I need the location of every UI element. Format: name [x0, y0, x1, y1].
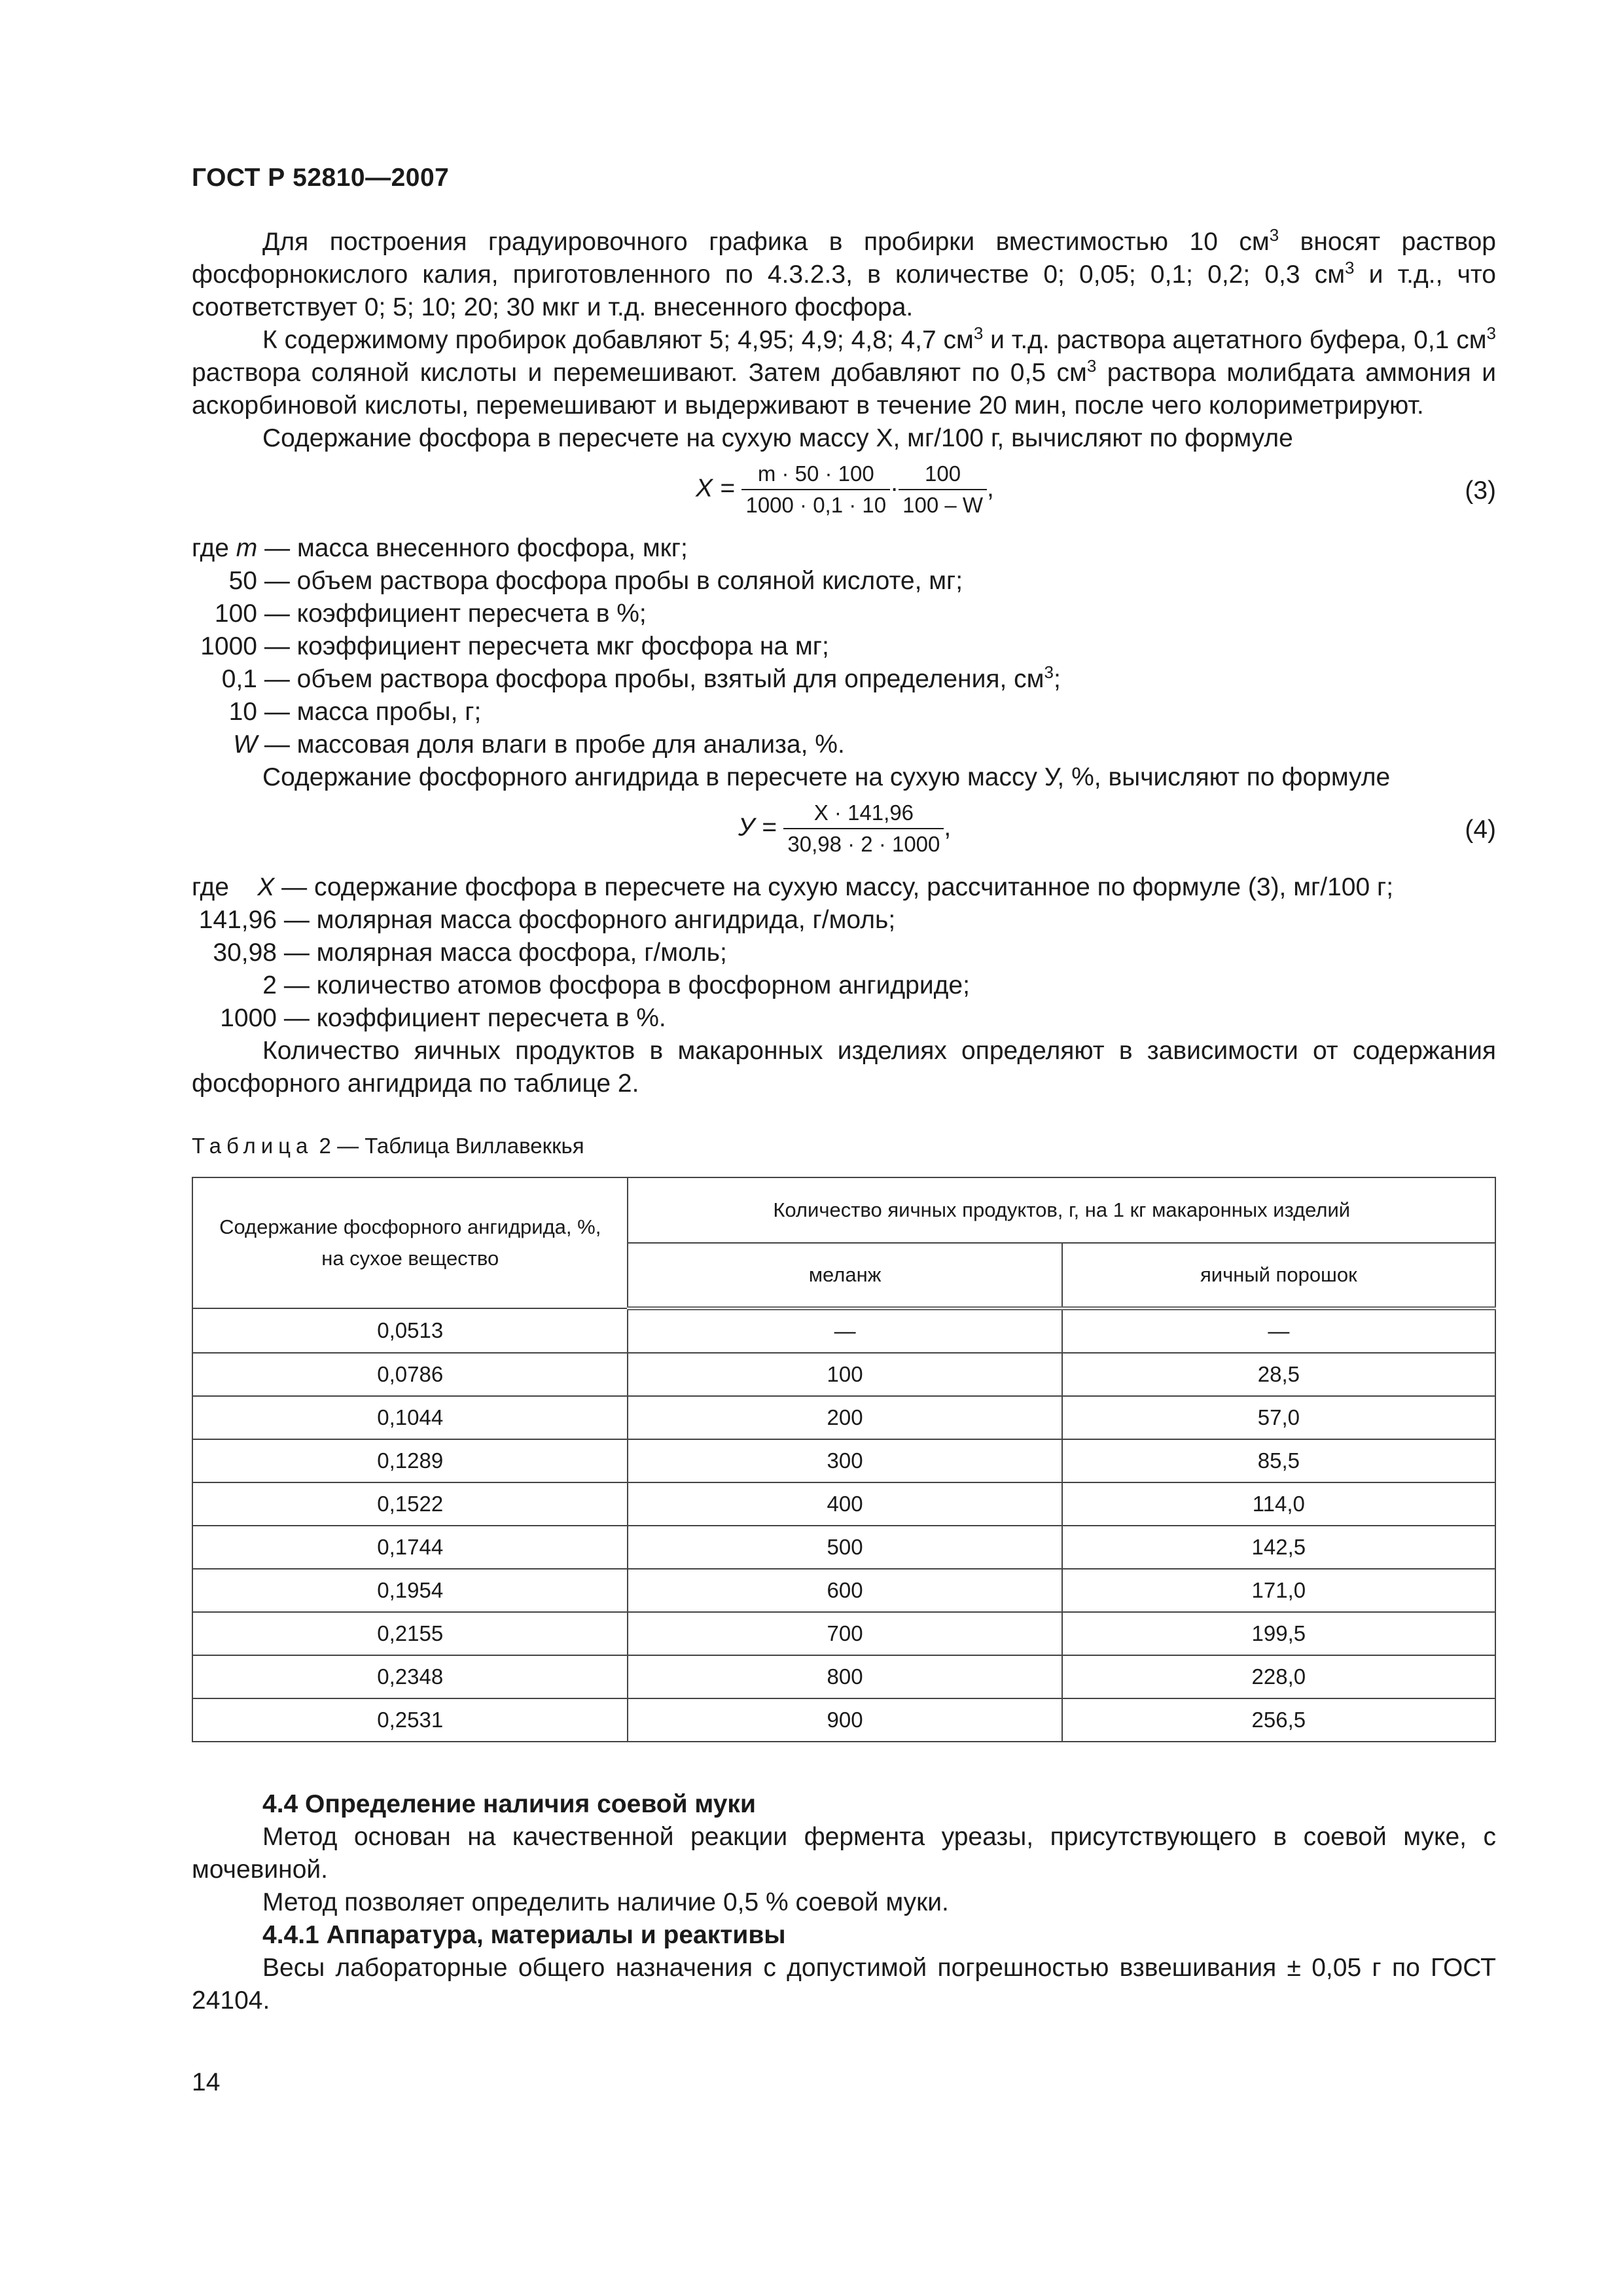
table-cell: 0,2348 — [192, 1655, 628, 1698]
superscript: 3 — [1345, 258, 1355, 278]
formula-number: (3) — [1465, 476, 1496, 505]
table-row — [192, 1655, 1495, 1698]
definition-text: — коэффициент пересчета в %; — [264, 600, 647, 628]
definition-symbol: 10 — [228, 698, 257, 726]
definition-row — [192, 871, 1496, 904]
paragraph-calibration — [192, 226, 1496, 324]
definition-text: — коэффициент пересчета мкг фосфора на мг; — [264, 632, 829, 660]
text-run: и т.д. раствора ацетатного буфера, 0,1 см — [983, 326, 1487, 354]
punctuation: , — [944, 813, 952, 842]
numerator: m · 50 · 100 — [741, 460, 890, 490]
formula-number: (4) — [1465, 816, 1496, 844]
definition-symbol: 0,1 — [221, 665, 257, 693]
definition-symbol: 141,96 — [198, 906, 277, 934]
table-cell: 0,1744 — [192, 1526, 628, 1569]
paragraph-reagents — [192, 324, 1496, 422]
table-cell: 256,5 — [1062, 1698, 1495, 1742]
table-row — [192, 1612, 1495, 1655]
definition-symbol: W — [233, 730, 257, 759]
table-cell: 0,1289 — [192, 1439, 628, 1482]
table-cell: 0,1954 — [192, 1569, 628, 1612]
definition-row — [192, 904, 1496, 937]
table-cell: 400 — [628, 1482, 1061, 1526]
text-run: Для построения градуировочного графика в пробирки вместимостью 10 см — [262, 228, 1270, 256]
formula-3-expression — [696, 460, 994, 519]
table-cell: 800 — [628, 1655, 1061, 1698]
definition-row — [192, 937, 1496, 969]
page-number: 14 — [192, 2068, 221, 2096]
definition-row — [192, 565, 1496, 598]
definition-lead: где — [192, 873, 229, 901]
table-caption-word: Таблица — [192, 1134, 313, 1158]
definition-row — [192, 630, 1496, 663]
table-cell: 300 — [628, 1439, 1061, 1482]
definition-row — [192, 598, 1496, 630]
paragraph-table-reference: Количество яичных продуктов в макаронных изделиях определяют в зависимости от содержания фосфорного ангидрида по таблице 2. — [192, 1037, 1496, 1098]
table-caption-title: 2 — Таблица Виллавеккья — [313, 1134, 584, 1158]
definition-text: — масса пробы, г; — [264, 698, 482, 726]
superscript: 3 — [1269, 225, 1279, 245]
superscript: 3 — [1044, 662, 1054, 682]
definition-text: — содержание фосфора в пересчете на сухую массу, рассчитанное по формуле (3), мг/100 г; — [281, 873, 1394, 901]
villavecchia-table — [192, 1177, 1496, 1742]
formula-4-definitions — [192, 871, 1496, 1035]
fraction — [741, 460, 890, 519]
table-cell: 900 — [628, 1698, 1061, 1742]
table-cell: 500 — [628, 1526, 1061, 1569]
definition-text: — количество атомов фосфора в фосфорном ангидриде; — [283, 971, 970, 999]
definition-symbol: 100 — [214, 600, 257, 628]
table-cell: 0,0786 — [192, 1353, 628, 1396]
definition-text: — молярная масса фосфора, г/моль; — [283, 939, 727, 967]
text-run: вносят раствор фосфорнокислого калия, приготовленного по 4.3.2.3, в количестве 0; 0,05; 0,1; 0,2; 0,3 см — [192, 228, 1496, 289]
table-row — [192, 1308, 1495, 1353]
table-row — [192, 1569, 1495, 1612]
definition-symbol: 1000 — [220, 1004, 277, 1032]
definition-symbol: 2 — [262, 971, 277, 999]
punctuation: , — [987, 474, 994, 503]
table-cell: 600 — [628, 1569, 1061, 1612]
column-group-header: Количество яичных продуктов, г, на 1 кг макаронных изделий — [628, 1177, 1495, 1243]
paragraph-formula4-intro: Содержание фосфорного ангидрида в пересчете на сухую массу У, %, вычисляют по формуле — [262, 763, 1391, 791]
formula-lhs: X = — [696, 474, 735, 503]
denominator: 100 – W — [902, 493, 984, 517]
table-cell: 700 — [628, 1612, 1061, 1655]
formula-3 — [192, 455, 1496, 532]
table-cell: 100 — [628, 1353, 1061, 1396]
table-row — [192, 1526, 1495, 1569]
table-cell: 0,2531 — [192, 1698, 628, 1742]
denominator: 30,98 · 2 · 1000 — [787, 832, 940, 856]
table-cell: — — [628, 1308, 1061, 1353]
paragraph-method-sensitivity: Метод позволяет определить наличие 0,5 % соевой муки. — [262, 1888, 949, 1916]
document-code: ГОСТ Р 52810—2007 — [192, 164, 450, 192]
definition-row — [192, 532, 1496, 565]
definition-row — [192, 663, 1496, 696]
superscript: 3 — [973, 323, 984, 343]
section-heading-4-4: 4.4 Определение наличия соевой муки — [262, 1790, 756, 1818]
column-header-egg-powder: яичный порошок — [1062, 1243, 1495, 1308]
table-row — [192, 1698, 1495, 1742]
table-row — [192, 1482, 1495, 1526]
definition-row — [192, 728, 1496, 761]
paragraph-method-basis: Метод основан на качественной реакции фермента уреазы, присутствующего в соевой муке, с мочевиной. — [192, 1823, 1496, 1884]
denominator: 1000 · 0,1 · 10 — [745, 493, 887, 517]
table-row — [192, 1439, 1495, 1482]
fraction — [899, 460, 987, 519]
definition-text: — объем раствора фосфора пробы в соляной кислоте, мг; — [264, 567, 963, 595]
multiply-sign: · — [890, 474, 899, 503]
table-cell: 57,0 — [1062, 1396, 1495, 1439]
table-cell: 85,5 — [1062, 1439, 1495, 1482]
formula-lhs: У = — [738, 813, 777, 842]
document-body — [192, 226, 1496, 2017]
table-body — [192, 1308, 1495, 1742]
section-heading-4-4-1: 4.4.1 Аппаратура, материалы и реактивы — [262, 1921, 786, 1949]
definition-text: — молярная масса фосфорного ангидрида, г/моль; — [283, 906, 896, 934]
definition-symbol: 1000 — [200, 632, 257, 660]
table-cell: 228,0 — [1062, 1655, 1495, 1698]
column-header-melange: меланж — [628, 1243, 1061, 1308]
definition-text: — масса внесенного фосфора, мкг; — [264, 534, 688, 562]
definition-row — [192, 969, 1496, 1002]
table-cell: 171,0 — [1062, 1569, 1495, 1612]
paragraph-scales: Весы лабораторные общего назначения с допустимой погрешностью взвешивания ± 0,05 г по ГОСТ 24104. — [192, 1954, 1496, 2015]
definition-text: — объем раствора фосфора пробы, взятый для определения, см — [264, 665, 1044, 693]
definition-symbol: 50 — [228, 567, 257, 595]
table-cell: 0,0513 — [192, 1308, 628, 1353]
definition-row — [192, 1002, 1496, 1035]
superscript: 3 — [1486, 323, 1496, 343]
formula-4-expression — [738, 799, 951, 858]
fraction — [783, 799, 944, 858]
table-row — [192, 1396, 1495, 1439]
definition-lead: где — [192, 534, 229, 562]
table-cell: 28,5 — [1062, 1353, 1495, 1396]
table-cell: 0,1044 — [192, 1396, 628, 1439]
table-cell: 142,5 — [1062, 1526, 1495, 1569]
numerator: 100 — [899, 460, 987, 490]
table-caption — [192, 1130, 1496, 1162]
table-cell: 0,2155 — [192, 1612, 628, 1655]
definition-symbol: m — [236, 534, 258, 562]
definition-symbol: 30,98 — [213, 939, 277, 967]
text-run: К содержимому пробирок добавляют 5; 4,95; 4,9; 4,8; 4,7 см — [262, 326, 974, 354]
definition-text: — коэффициент пересчета в %. — [283, 1004, 666, 1032]
text-run: раствора молибдата аммония и аскорбиновой кислоты, перемешивают и выдерживают в течение 20 мин, после чего колориметрируют. — [192, 359, 1496, 420]
text-run: раствора соляной кислоты и перемешивают. Затем добавляют по 0,5 см — [192, 359, 1087, 387]
table-cell: — — [1062, 1308, 1495, 1353]
superscript: 3 — [1086, 356, 1097, 376]
table-cell: 0,1522 — [192, 1482, 628, 1526]
punctuation: ; — [1053, 665, 1061, 693]
definition-symbol: X — [257, 873, 275, 901]
definition-text: — массовая доля влаги в пробе для анализа, %. — [264, 730, 845, 759]
column-header-anhydride: Содержание фосфорного ангидрида, %, на сухое вещество — [192, 1177, 628, 1308]
formula-3-definitions — [192, 532, 1496, 761]
text-run: и т.д., что соответствует 0; 5; 10; 20; 30 мкг и т.д. внесенного фосфора. — [192, 260, 1496, 321]
paragraph-formula3-intro: Содержание фосфора в пересчете на сухую массу X, мг/100 г, вычисляют по формуле — [262, 424, 1293, 452]
definition-row — [192, 696, 1496, 728]
table-cell: 200 — [628, 1396, 1061, 1439]
formula-4 — [192, 794, 1496, 871]
table-row — [192, 1353, 1495, 1396]
numerator: X · 141,96 — [783, 799, 944, 829]
table-cell: 114,0 — [1062, 1482, 1495, 1526]
table-cell: 199,5 — [1062, 1612, 1495, 1655]
